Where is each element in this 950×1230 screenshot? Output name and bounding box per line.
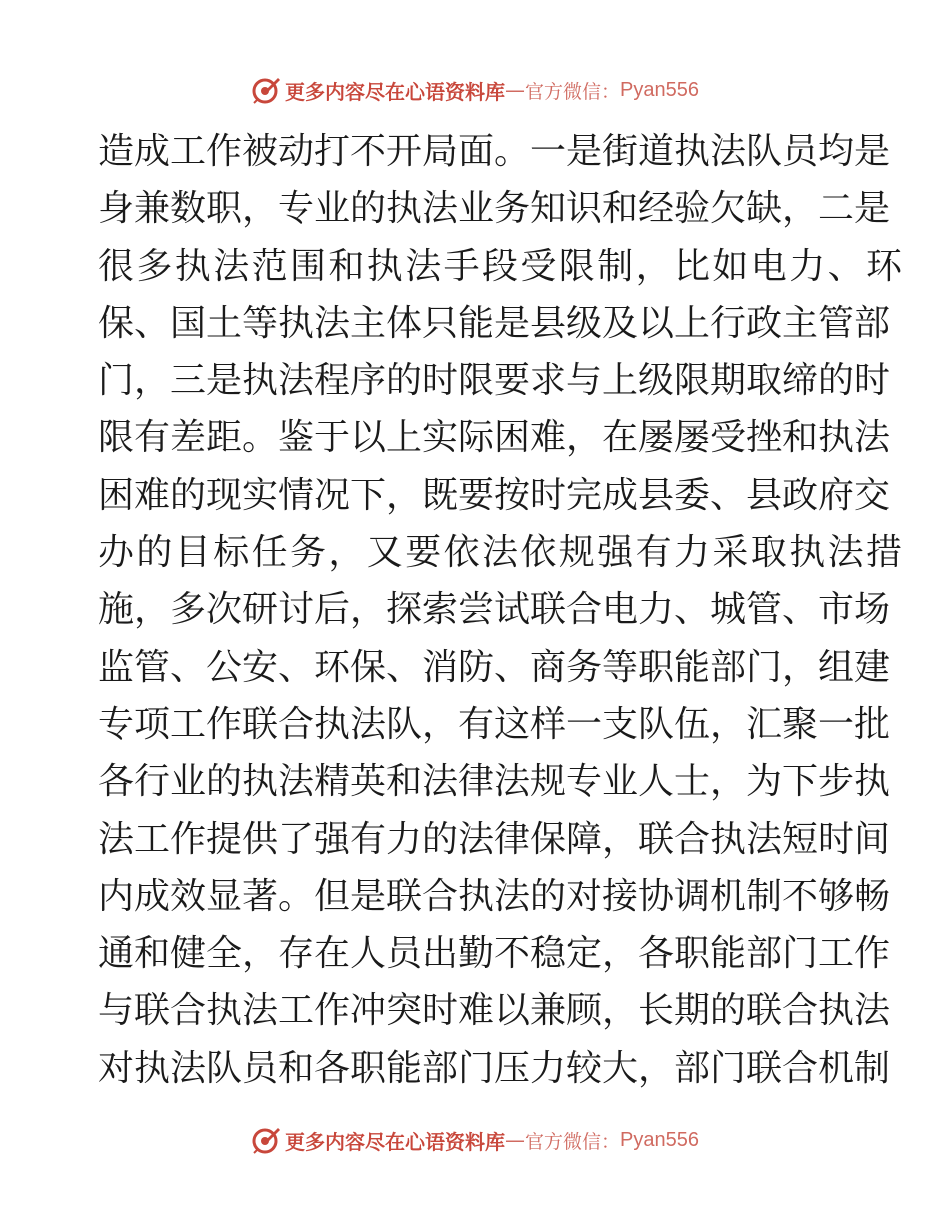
body-line: 通和健全，存在人员出勤不稳定，各职能部门工作 [98,933,891,975]
footer-watermark-banner [0,1120,950,1160]
body-line: 造成工作被动打不开局面。一是街道执法队员均是 [98,131,891,172]
body-line: 专项工作联合执法队，有这样一支队伍，汇聚一批 [98,703,891,745]
body-line: 各行业的执法精英和法律法规专业人士，为下步执 [98,761,891,803]
body-line: 与联合执法工作冲突时难以兼顾，长期的联合执法 [98,990,891,1032]
body-line: 门，三是执法程序的时限要求与上级限期取缔的时 [98,360,891,402]
body-line: 对执法队员和各职能部门压力较大，部门联合机制 [98,1047,891,1089]
body-line: 困难的现实情况下，既要按时完成县委、县政府交 [98,474,891,516]
header-watermark-banner [0,70,950,110]
banner-main-text: 更多内容尽在心语资料库 [285,1129,505,1154]
pen-logo-icon [251,1125,281,1155]
body-line: 内成效显著。但是联合执法的对接协调机制不够畅 [98,875,891,917]
banner-wechat-id: Pyan556 [620,78,699,101]
document-body [98,123,905,1097]
banner-dash: — [505,78,525,102]
body-line: 施，多次研讨后，探索尝试联合电力、城管、市场 [98,589,891,631]
body-line: 监管、公安、环保、消防、商务等职能部门，组建 [98,646,891,688]
banner-main-text: 更多内容尽在心语资料库 [285,79,505,104]
banner-sub-text: 官方微信： [525,80,621,103]
body-line: 限有差距。鉴于以上实际困难，在屡屡受挫和执法 [98,417,891,459]
body-line: 身兼数职，专业的执法业务知识和经验欠缺，二是 [98,188,891,230]
banner-dash: — [505,1128,525,1152]
body-line: 办的目标任务，又要依法依规强有力采取执法措 [98,532,905,574]
banner-sub-text: 官方微信： [525,1130,621,1153]
body-line: 很多执法范围和执法手段受限制，比如电力、环 [98,245,905,287]
body-line: 法工作提供了强有力的法律保障，联合执法短时间 [98,818,891,860]
pen-logo-icon [251,75,281,105]
banner-wechat-id: Pyan556 [620,1128,699,1151]
body-line: 保、国土等执法主体只能是县级及以上行政主管部 [98,302,891,344]
